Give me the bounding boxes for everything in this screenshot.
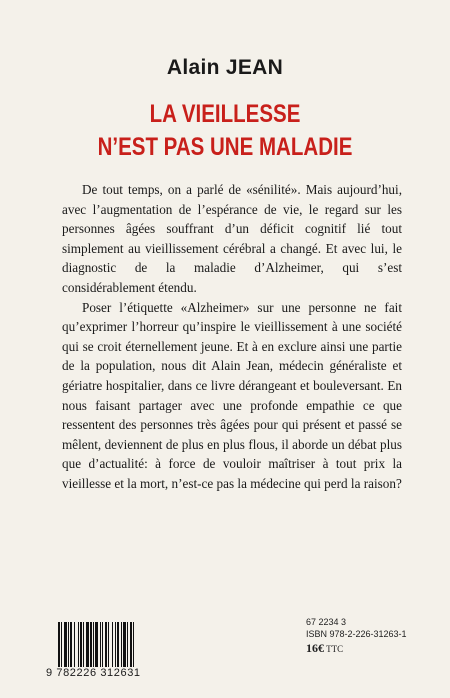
blurb-paragraph-2: Poser l’étiquette «Alzheimer» sur une personne ne fait qu’exprimer l’horreur qu’inspire le vieillissement à une société qui se croit éternellement jeune. Et à en exclure ainsi une partie de la population, nous dit Alain Jean, médecin généraliste et gériatre hospitalier, dans ce livre dérangeant et bouleversant. En nous faisant partager avec une profonde empathie ce que ressentent des personnes très âgées pour qui présent et passé se mêlent, deviennent de plus en plus flous, il aborde un débat plus que d’actualité: à force de vouloir maîtriser à tout prix la vieillesse et la mort, n’est-ce pas la médecine qui perd la raison? (62, 299, 402, 491)
isbn: ISBN 978-2-226-31263-1 (306, 628, 407, 639)
book-title (41, 98, 410, 164)
author-name: Alain JEAN (166, 56, 284, 79)
book-codes (306, 617, 407, 656)
title-line-1: LA VIEILLESSE (149, 100, 301, 128)
barcode-number: 9 782226 312631 (46, 667, 141, 679)
blurb-paragraph-1: De tout temps, on a parlé de «sénilité». Mais aujourd’hui, avec l’augmentation de l’espérance de vie, le regard sur les personnes âgées souffrant d’un déficit cognitif lié tout simplement au vieillissement cérébral a changé. Et avec lui, le diagnostic de la maladie d’Alzheimer, qui s’est considérablement étendu. (62, 182, 402, 295)
reference-code: 67 2234 3 (306, 617, 347, 627)
price-value: 16€ (306, 641, 324, 655)
price-suffix: TTC (326, 644, 344, 654)
title-line-2: N’EST PAS UNE MALADIE (97, 133, 353, 161)
blurb (62, 180, 402, 494)
price (306, 643, 407, 656)
